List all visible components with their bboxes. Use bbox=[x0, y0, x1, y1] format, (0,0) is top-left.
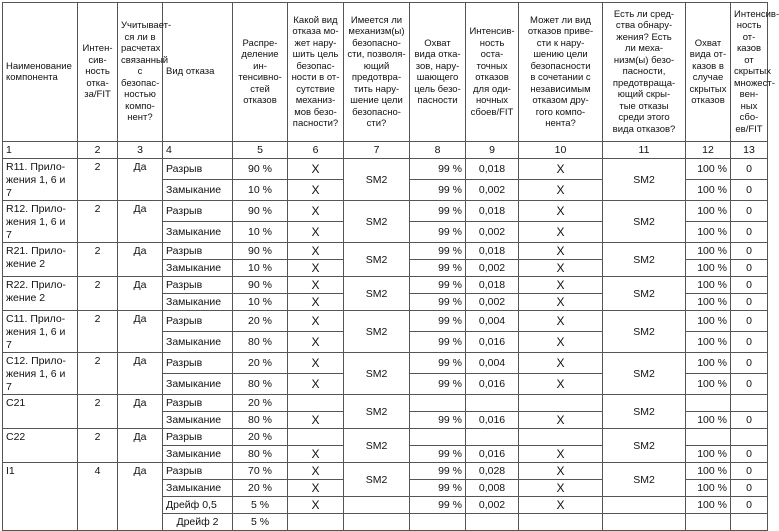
failure-rate-fit: 2 bbox=[78, 353, 118, 395]
mode-coverage: 99 % bbox=[410, 201, 466, 222]
column-number: 2 bbox=[78, 142, 118, 159]
latent-coverage: 100 % bbox=[686, 243, 731, 260]
residual-fit: 0,002 bbox=[466, 260, 519, 277]
residual-fit: 0,028 bbox=[466, 463, 519, 480]
residual-fit: 0,018 bbox=[466, 243, 519, 260]
latent-safety-mechanism: SM2 bbox=[603, 159, 686, 201]
failure-rate-fit: 2 bbox=[78, 159, 118, 201]
violates-goal-mark bbox=[288, 514, 344, 531]
latent-fit: 0 bbox=[731, 497, 768, 514]
table-row bbox=[3, 159, 768, 180]
mode-coverage: 99 % bbox=[410, 353, 466, 374]
header-cell: Может ли вид отказов приве- сти к нару- шению цели безопасности в сочетании с независимым отказом дру- гого компо- нента? bbox=[519, 3, 603, 142]
mode-coverage: 99 % bbox=[410, 180, 466, 201]
violates-goal-mark: X bbox=[288, 332, 344, 353]
residual-fit: 0,002 bbox=[466, 180, 519, 201]
failure-distribution: 90 % bbox=[233, 243, 288, 260]
safety-related: Да bbox=[118, 277, 163, 311]
column-number: 9 bbox=[466, 142, 519, 159]
violates-goal-mark: X bbox=[288, 243, 344, 260]
header-cell: Интенсив- ность от- казов от скрытых множест- вен- ных сбо- ев/FIT bbox=[731, 3, 768, 142]
latent-coverage: 100 % bbox=[686, 180, 731, 201]
residual-fit: 0,018 bbox=[466, 159, 519, 180]
component-name-line: жения 1, 6 и 7 bbox=[6, 368, 66, 393]
header-cell: Интенсив- ность оста- точных отказов для оди- ночных сбоев/FIT bbox=[466, 3, 519, 142]
violates-goal-mark: X bbox=[288, 446, 344, 463]
failure-distribution: 10 % bbox=[233, 222, 288, 243]
mode-coverage: 99 % bbox=[410, 446, 466, 463]
failure-mode: Разрыв bbox=[163, 311, 233, 332]
failure-mode: Разрыв bbox=[163, 429, 233, 446]
mode-coverage: 99 % bbox=[410, 412, 466, 429]
violates-goal-mark bbox=[288, 395, 344, 412]
failure-distribution: 80 % bbox=[233, 332, 288, 353]
multi-point-mark: X bbox=[519, 201, 603, 222]
column-number: 3 bbox=[118, 142, 163, 159]
safety-mechanism: SM2 bbox=[344, 243, 410, 277]
multi-point-mark: X bbox=[519, 412, 603, 429]
failure-mode: Замыкание bbox=[163, 446, 233, 463]
violates-goal-mark bbox=[288, 429, 344, 446]
multi-point-mark: X bbox=[519, 353, 603, 374]
failure-mode: Дрейф 0,5 bbox=[163, 497, 233, 514]
failure-rate-fit: 2 bbox=[78, 243, 118, 277]
latent-fit: 0 bbox=[731, 446, 768, 463]
safety-mechanism: SM2 bbox=[344, 277, 410, 311]
failure-mode: Замыкание bbox=[163, 332, 233, 353]
header-cell: Какой вид отказа мо- жет нару- шить цель безопас- ности в от- сутствие механиз- мов безо- пасности? bbox=[288, 3, 344, 142]
safety-mechanism-empty bbox=[344, 497, 410, 514]
mode-coverage: 99 % bbox=[410, 222, 466, 243]
multi-point-mark: X bbox=[519, 260, 603, 277]
multi-point-mark: X bbox=[519, 243, 603, 260]
failure-mode: Замыкание bbox=[163, 294, 233, 311]
component-name-line: жения 1, 6 и 7 bbox=[6, 216, 66, 241]
safety-mechanism: SM2 bbox=[344, 159, 410, 201]
failure-rate-fit: 2 bbox=[78, 201, 118, 243]
failure-distribution: 70 % bbox=[233, 463, 288, 480]
failure-distribution: 10 % bbox=[233, 180, 288, 201]
component-name bbox=[3, 395, 78, 429]
failure-distribution: 5 % bbox=[233, 514, 288, 531]
latent-safety-mechanism: SM2 bbox=[603, 311, 686, 353]
column-number: 5 bbox=[233, 142, 288, 159]
failure-distribution: 80 % bbox=[233, 412, 288, 429]
residual-fit bbox=[466, 429, 519, 446]
latent-coverage: 100 % bbox=[686, 159, 731, 180]
latent-coverage: 100 % bbox=[686, 374, 731, 395]
safety-mechanism: SM2 bbox=[344, 463, 410, 497]
latent-coverage bbox=[686, 395, 731, 412]
violates-goal-mark: X bbox=[288, 353, 344, 374]
safety-related: Да bbox=[118, 243, 163, 277]
latent-coverage: 100 % bbox=[686, 353, 731, 374]
mode-coverage: 99 % bbox=[410, 463, 466, 480]
table-row bbox=[3, 243, 768, 260]
latent-fit bbox=[731, 429, 768, 446]
header-cell: Охват вида от- казов в случае скрытых отказов bbox=[686, 3, 731, 142]
safety-mechanism: SM2 bbox=[344, 353, 410, 395]
latent-coverage: 100 % bbox=[686, 277, 731, 294]
latent-fit: 0 bbox=[731, 332, 768, 353]
latent-coverage bbox=[686, 429, 731, 446]
safety-related: Да bbox=[118, 395, 163, 429]
latent-safety-mechanism-empty bbox=[603, 514, 686, 531]
multi-point-mark: X bbox=[519, 374, 603, 395]
header-cell: Вид отказа bbox=[163, 3, 233, 142]
latent-safety-mechanism: SM2 bbox=[603, 201, 686, 243]
header-cell: Охват вида отка- зов, нару- шающего цель безо- пасности bbox=[410, 3, 466, 142]
violates-goal-mark: X bbox=[288, 294, 344, 311]
latent-coverage: 100 % bbox=[686, 497, 731, 514]
failure-mode: Замыкание bbox=[163, 412, 233, 429]
component-name bbox=[3, 201, 78, 243]
safety-related: Да bbox=[118, 353, 163, 395]
residual-fit: 0,018 bbox=[466, 277, 519, 294]
fmeda-table bbox=[2, 2, 779, 531]
latent-coverage: 100 % bbox=[686, 201, 731, 222]
table-row bbox=[3, 311, 768, 332]
mode-coverage: 99 % bbox=[410, 374, 466, 395]
residual-fit bbox=[466, 514, 519, 531]
mode-coverage: 99 % bbox=[410, 332, 466, 353]
latent-fit: 0 bbox=[731, 201, 768, 222]
failure-distribution: 20 % bbox=[233, 480, 288, 497]
latent-coverage: 100 % bbox=[686, 412, 731, 429]
failure-distribution: 5 % bbox=[233, 497, 288, 514]
residual-fit: 0,002 bbox=[466, 497, 519, 514]
safety-related: Да bbox=[118, 463, 163, 531]
violates-goal-mark: X bbox=[288, 159, 344, 180]
failure-distribution: 20 % bbox=[233, 395, 288, 412]
safety-mechanism: SM2 bbox=[344, 311, 410, 353]
safety-mechanism: SM2 bbox=[344, 395, 410, 429]
header-cell: Учитывает- ся ли в расчетах связанный с безопас- ностью компо- нент? bbox=[118, 3, 163, 142]
residual-fit: 0,016 bbox=[466, 412, 519, 429]
table-row bbox=[3, 429, 768, 446]
residual-fit: 0,002 bbox=[466, 294, 519, 311]
mode-coverage bbox=[410, 429, 466, 446]
violates-goal-mark: X bbox=[288, 201, 344, 222]
failure-mode: Замыкание bbox=[163, 260, 233, 277]
header-row bbox=[3, 3, 768, 142]
latent-safety-mechanism: SM2 bbox=[603, 463, 686, 497]
latent-fit: 0 bbox=[731, 222, 768, 243]
failure-distribution: 10 % bbox=[233, 260, 288, 277]
multi-point-mark: X bbox=[519, 159, 603, 180]
residual-fit: 0,016 bbox=[466, 332, 519, 353]
residual-fit: 0,008 bbox=[466, 480, 519, 497]
violates-goal-mark: X bbox=[288, 277, 344, 294]
column-number: 8 bbox=[410, 142, 466, 159]
mode-coverage: 99 % bbox=[410, 159, 466, 180]
violates-goal-mark: X bbox=[288, 497, 344, 514]
component-name-line: R11. Прило- bbox=[6, 161, 66, 173]
component-name-line: жения 1, 6 и 7 bbox=[6, 174, 66, 199]
safety-mechanism-empty bbox=[344, 514, 410, 531]
failure-distribution: 90 % bbox=[233, 201, 288, 222]
residual-fit: 0,018 bbox=[466, 201, 519, 222]
multi-point-mark: X bbox=[519, 446, 603, 463]
failure-mode: Замыкание bbox=[163, 480, 233, 497]
failure-mode: Дрейф 2 bbox=[163, 514, 233, 531]
latent-safety-mechanism-empty bbox=[603, 497, 686, 514]
mode-coverage: 99 % bbox=[410, 497, 466, 514]
residual-fit: 0,016 bbox=[466, 446, 519, 463]
latent-safety-mechanism: SM2 bbox=[603, 243, 686, 277]
component-name-line: I1 bbox=[6, 465, 15, 477]
column-number: 11 bbox=[603, 142, 686, 159]
multi-point-mark: X bbox=[519, 463, 603, 480]
residual-fit: 0,002 bbox=[466, 222, 519, 243]
latent-fit bbox=[731, 395, 768, 412]
column-number: 4 bbox=[163, 142, 233, 159]
failure-mode: Замыкание bbox=[163, 222, 233, 243]
failure-rate-fit: 2 bbox=[78, 429, 118, 463]
residual-fit: 0,004 bbox=[466, 353, 519, 374]
latent-fit: 0 bbox=[731, 159, 768, 180]
latent-safety-mechanism: SM2 bbox=[603, 429, 686, 463]
latent-fit: 0 bbox=[731, 294, 768, 311]
header-cell: Есть ли сред- ства обнару- жения? Есть ли меха- низм(ы) безо- пасности, предотвраща- ющий скры- тые отказы среди этого вида отказов? bbox=[603, 3, 686, 142]
latent-coverage: 100 % bbox=[686, 446, 731, 463]
violates-goal-mark: X bbox=[288, 180, 344, 201]
failure-rate-fit: 2 bbox=[78, 277, 118, 311]
mode-coverage: 99 % bbox=[410, 243, 466, 260]
failure-mode: Замыкание bbox=[163, 180, 233, 201]
failure-distribution: 20 % bbox=[233, 353, 288, 374]
failure-distribution: 80 % bbox=[233, 446, 288, 463]
latent-safety-mechanism: SM2 bbox=[603, 353, 686, 395]
violates-goal-mark: X bbox=[288, 374, 344, 395]
component-name-line: C12. Прило- bbox=[6, 355, 66, 367]
violates-goal-mark: X bbox=[288, 463, 344, 480]
table-row bbox=[3, 353, 768, 374]
column-number: 6 bbox=[288, 142, 344, 159]
column-number: 7 bbox=[344, 142, 410, 159]
component-name bbox=[3, 243, 78, 277]
component-name-line: R22. Прило- bbox=[6, 279, 66, 291]
latent-fit: 0 bbox=[731, 374, 768, 395]
failure-mode: Разрыв bbox=[163, 463, 233, 480]
latent-fit: 0 bbox=[731, 480, 768, 497]
failure-distribution: 90 % bbox=[233, 159, 288, 180]
residual-fit: 0,004 bbox=[466, 311, 519, 332]
latent-fit: 0 bbox=[731, 180, 768, 201]
safety-related: Да bbox=[118, 159, 163, 201]
table-row bbox=[3, 395, 768, 412]
latent-coverage: 100 % bbox=[686, 260, 731, 277]
latent-safety-mechanism: SM2 bbox=[603, 395, 686, 429]
safety-related: Да bbox=[118, 201, 163, 243]
safety-mechanism: SM2 bbox=[344, 201, 410, 243]
safety-related: Да bbox=[118, 429, 163, 463]
multi-point-mark: X bbox=[519, 332, 603, 353]
violates-goal-mark: X bbox=[288, 480, 344, 497]
component-name bbox=[3, 463, 78, 531]
failure-distribution: 90 % bbox=[233, 277, 288, 294]
header-cell: Имеется ли механизм(ы) безопасно- сти, позволя- ющий предотвра- тить нару- шение цели безопасно- сти? bbox=[344, 3, 410, 142]
component-name bbox=[3, 353, 78, 395]
multi-point-mark: X bbox=[519, 180, 603, 201]
mode-coverage bbox=[410, 395, 466, 412]
latent-fit: 0 bbox=[731, 463, 768, 480]
mode-coverage: 99 % bbox=[410, 277, 466, 294]
multi-point-mark bbox=[519, 395, 603, 412]
component-name-line: C11. Прило- bbox=[6, 313, 66, 325]
multi-point-mark: X bbox=[519, 222, 603, 243]
violates-goal-mark: X bbox=[288, 260, 344, 277]
failure-mode: Разрыв bbox=[163, 159, 233, 180]
latent-fit: 0 bbox=[731, 353, 768, 374]
failure-mode: Разрыв bbox=[163, 243, 233, 260]
failure-mode: Разрыв bbox=[163, 395, 233, 412]
mode-coverage: 99 % bbox=[410, 311, 466, 332]
component-name-line: C21 bbox=[6, 397, 26, 409]
multi-point-mark: X bbox=[519, 294, 603, 311]
table-body bbox=[3, 3, 779, 531]
column-number: 13 bbox=[731, 142, 768, 159]
failure-mode: Разрыв bbox=[163, 353, 233, 374]
header-cell: Интен- сив- ность отка- за/FIT bbox=[78, 3, 118, 142]
mode-coverage: 99 % bbox=[410, 294, 466, 311]
multi-point-mark: X bbox=[519, 497, 603, 514]
latent-fit: 0 bbox=[731, 260, 768, 277]
latent-fit: 0 bbox=[731, 311, 768, 332]
failure-rate-fit: 2 bbox=[78, 311, 118, 353]
column-number-row bbox=[3, 142, 768, 159]
latent-coverage: 100 % bbox=[686, 332, 731, 353]
violates-goal-mark: X bbox=[288, 222, 344, 243]
mode-coverage bbox=[410, 514, 466, 531]
table-row bbox=[3, 277, 768, 294]
latent-coverage: 100 % bbox=[686, 463, 731, 480]
failure-distribution: 20 % bbox=[233, 311, 288, 332]
failure-mode: Разрыв bbox=[163, 277, 233, 294]
failure-distribution: 20 % bbox=[233, 429, 288, 446]
multi-point-mark bbox=[519, 429, 603, 446]
latent-coverage: 100 % bbox=[686, 311, 731, 332]
component-name bbox=[3, 277, 78, 311]
latent-safety-mechanism: SM2 bbox=[603, 277, 686, 311]
header-cell: Распре- деление ин- тенсивно- стей отказов bbox=[233, 3, 288, 142]
column-number: 1 bbox=[3, 142, 78, 159]
residual-fit: 0,016 bbox=[466, 374, 519, 395]
failure-mode: Разрыв bbox=[163, 201, 233, 222]
component-name-line: C22 bbox=[6, 431, 26, 443]
component-name bbox=[3, 429, 78, 463]
latent-fit: 0 bbox=[731, 412, 768, 429]
safety-mechanism: SM2 bbox=[344, 429, 410, 463]
failure-mode: Замыкание bbox=[163, 374, 233, 395]
header-cell: Наименование компонента bbox=[3, 3, 78, 142]
column-number: 12 bbox=[686, 142, 731, 159]
component-name bbox=[3, 159, 78, 201]
failure-rate-fit: 4 bbox=[78, 463, 118, 531]
multi-point-mark bbox=[519, 514, 603, 531]
multi-point-mark: X bbox=[519, 480, 603, 497]
table-row bbox=[3, 463, 768, 480]
component-name-line: жение 2 bbox=[6, 292, 46, 304]
component-name-line: жения 1, 6 и 7 bbox=[6, 326, 66, 351]
failure-distribution: 10 % bbox=[233, 294, 288, 311]
mode-coverage: 99 % bbox=[410, 260, 466, 277]
multi-point-mark: X bbox=[519, 311, 603, 332]
violates-goal-mark: X bbox=[288, 412, 344, 429]
latent-coverage bbox=[686, 514, 731, 531]
safety-related: Да bbox=[118, 311, 163, 353]
component-name bbox=[3, 311, 78, 353]
latent-fit bbox=[731, 514, 768, 531]
violates-goal-mark: X bbox=[288, 311, 344, 332]
component-name-line: R21. Прило- bbox=[6, 245, 66, 257]
latent-coverage: 100 % bbox=[686, 294, 731, 311]
column-number: 10 bbox=[519, 142, 603, 159]
latent-coverage: 100 % bbox=[686, 222, 731, 243]
component-name-line: жение 2 bbox=[6, 258, 46, 270]
table-row bbox=[3, 201, 768, 222]
latent-fit: 0 bbox=[731, 243, 768, 260]
component-name-line: R12. Прило- bbox=[6, 203, 66, 215]
failure-distribution: 80 % bbox=[233, 374, 288, 395]
latent-coverage: 100 % bbox=[686, 480, 731, 497]
failure-rate-fit: 2 bbox=[78, 395, 118, 429]
latent-fit: 0 bbox=[731, 277, 768, 294]
mode-coverage: 99 % bbox=[410, 480, 466, 497]
multi-point-mark: X bbox=[519, 277, 603, 294]
residual-fit bbox=[466, 395, 519, 412]
